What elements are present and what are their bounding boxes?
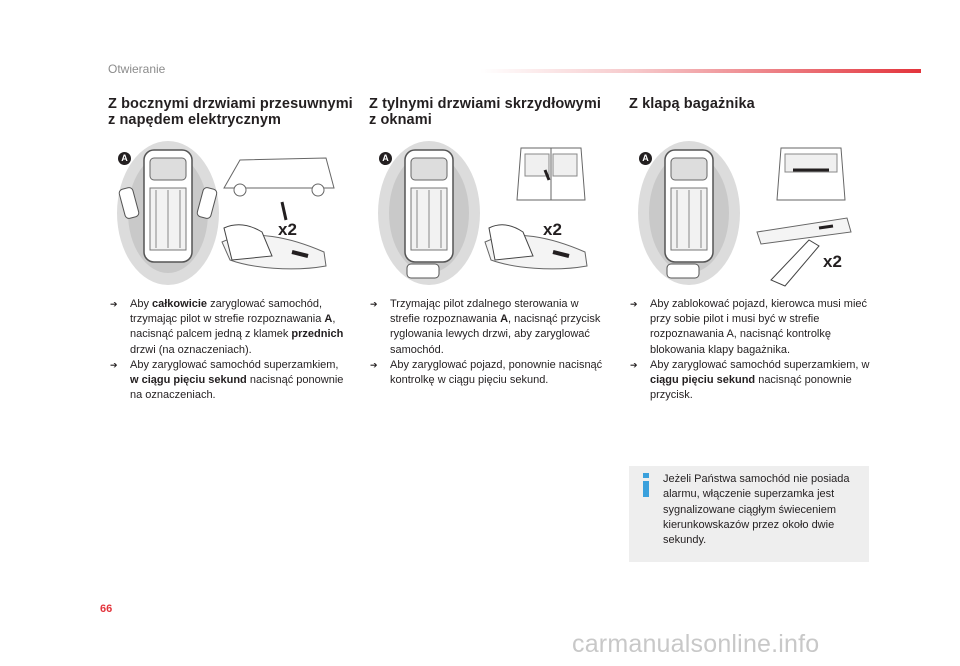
title-line: z oknami [369,112,432,128]
illustration-tailgate [633,140,873,290]
section-rule [480,69,921,73]
column-sliding-doors [108,96,353,128]
instruction-item: ➔ Aby zaryglować samochód superzamkiem, w ciągu pięciu sekund nacisnąć ponownie na oznaczeniach. [110,358,344,402]
section-title: Otwieranie [108,62,166,76]
bullet-arrow-icon: ➔ [370,359,378,370]
badge-a: A [379,152,392,165]
badge-a: A [639,152,652,165]
bullet-arrow-icon: ➔ [630,299,638,309]
title-line: Z tylnymi drzwiami skrzydłowymi [369,96,601,112]
column-tailgate [629,96,874,112]
multiplier-label: x2 [543,220,562,239]
watermark: carmanualsonline.info [572,630,820,658]
title-line: Z bocznymi drzwiami przesuwnymi [108,96,353,112]
info-icon [639,472,653,498]
car-zone-illustration [112,140,352,290]
instruction-item: ➔ Aby zaryglować samochód superzamkiem, w ciągu pięciu sekund nacisnąć ponownie przycisk. [630,358,870,402]
illustration-sliding-doors [112,140,352,290]
instruction-list [370,297,610,388]
column-title [369,96,614,128]
bullet-arrow-icon: ➔ [110,299,118,309]
instruction-item: ➔ Aby zaryglować pojazd, ponownie nacisnąć kontrolkę w ciągu pięciu sekund. [370,358,603,387]
title-line: Z klapą bagażnika [629,96,755,112]
multiplier-label: x2 [823,252,842,271]
car-zone-illustration [373,140,613,290]
instruction-list [630,297,870,403]
multiplier-label: x2 [278,220,297,239]
column-title [108,96,353,128]
instruction-list [110,297,350,403]
instruction-item: ➔ Aby zablokować pojazd, kierowca musi mieć przy sobie pilot i musi być w strefie rozpoznawania A, nacisnąć kontrolkę blokowania klapy bagażnika. [630,298,868,356]
info-text: Jeżeli Państwa samochód nie posiada alarmu, włączenie superzamka jest sygnalizowane ciągłym świeceniem kierunkowskazów przez około dwie sekundy. [663,473,850,547]
badge-a: A [118,152,131,165]
column-title [629,96,874,112]
title-line: z napędem elektrycznym [108,112,282,128]
bullet-arrow-icon: ➔ [630,359,638,370]
info-box [629,466,869,562]
column-rear-doors [369,96,614,128]
illustration-rear-doors [373,140,613,290]
instruction-item: ➔ Trzymając pilot zdalnego sterowania w strefie rozpoznawania A, nacisnąć przycisk ryglowania lewych drzwi, aby zaryglować samochód. [370,298,601,356]
bullet-arrow-icon: ➔ [110,359,118,370]
instruction-item: ➔ Aby całkowicie zaryglować samochód, trzymając pilot w strefie rozpoznawania A, nacisnąć palcem jedną z klamek przednich drzwi (na oznaczeniach). [110,298,344,356]
page-number: 66 [100,603,113,615]
bullet-arrow-icon: ➔ [370,299,378,309]
